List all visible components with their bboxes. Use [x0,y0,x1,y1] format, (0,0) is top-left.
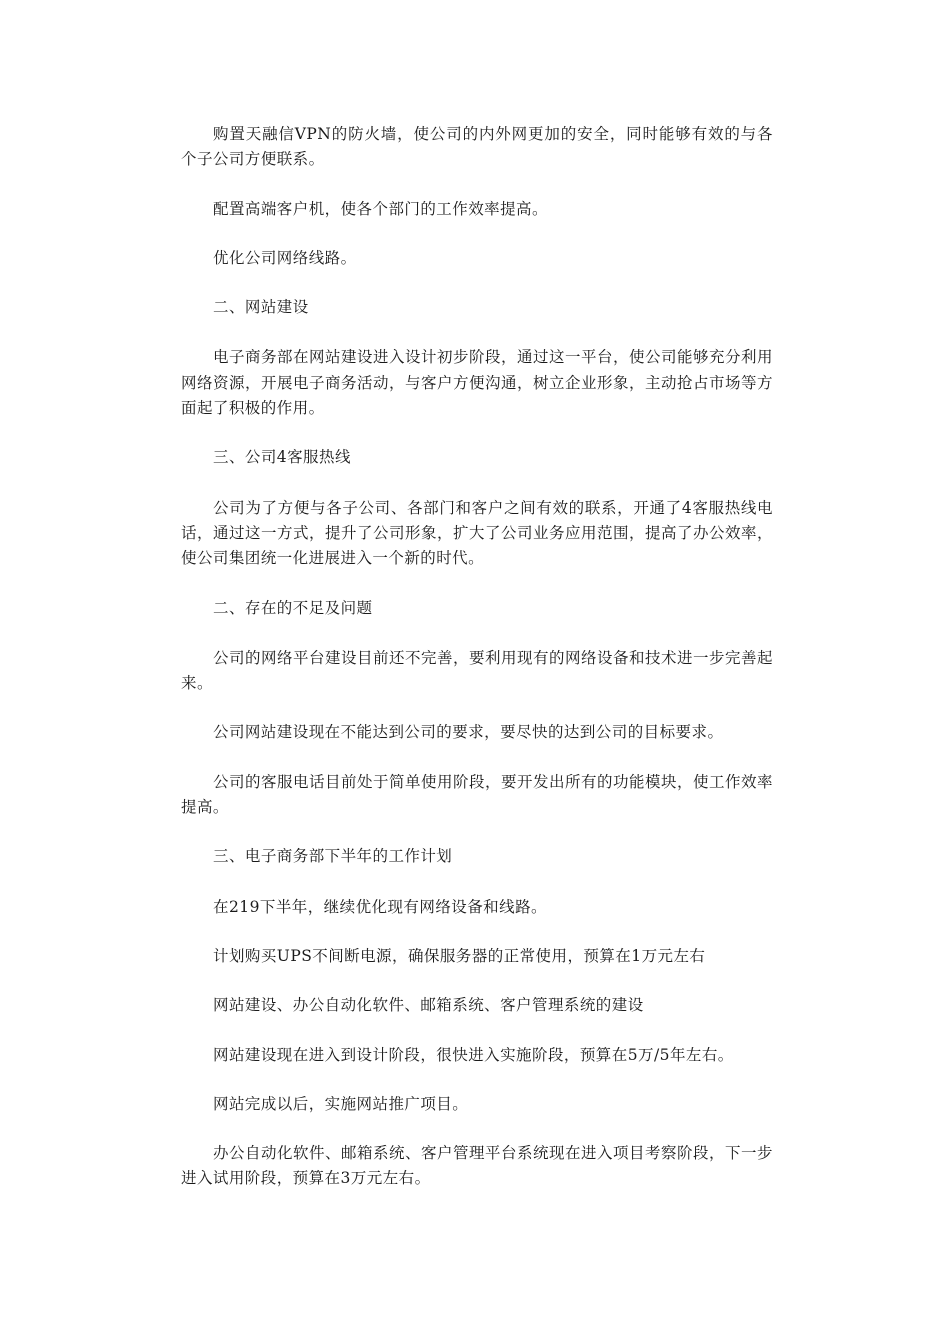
document-body [181,122,773,1216]
paragraph-plan-office-software: 办公自动化软件、邮箱系统、客户管理平台系统现在进入项目考察阶段，下一步进入试用阶段，预算在3万元左右。 [181,1144,773,1188]
paragraph-website-construction: 电子商务部在网站建设进入设计初步阶段，通过这一平台，使公司能够充分利用网络资源，开展电子商务活动，与客户方便沟通，树立企业形象，主动抢占市场等方面起了积极的作用。 [181,348,773,418]
paragraph-plan-website-budget: 网站建设现在进入到设计阶段，很快进入实施阶段，预算在5万/5年左右。 [213,1045,734,1064]
paragraph-plan-promotion: 网站完成以后，实施网站推广项目。 [213,1094,469,1113]
paragraph-network-lines: 优化公司网络线路。 [213,248,357,267]
section-heading-plan: 三、电子商务部下半年的工作计划 [213,847,453,866]
section-heading-website: 二、网站建设 [213,298,309,317]
paragraph-plan-optimize: 在219下半年，继续优化现有网络设备和线路。 [213,897,547,916]
paragraph-plan-systems: 网站建设、办公自动化软件、邮箱系统、客户管理系统的建设 [213,996,644,1015]
paragraph-vpn-firewall: 购置天融信VPN的防火墙，使公司的内外网更加的安全，同时能够有效的与各个子公司方便联系。 [181,125,773,169]
paragraph-problem-platform: 公司的网络平台建设目前还不完善，要利用现有的网络设备和技术进一步完善起来。 [181,648,773,693]
paragraph-problem-website: 公司网站建设现在不能达到公司的要求，要尽快的达到公司的目标要求。 [213,723,724,742]
paragraph-client-machines: 配置高端客户机，使各个部门的工作效率提高。 [213,199,548,218]
paragraph-hotline: 公司为了方便与各子公司、各部门和客户之间有效的联系，开通了4客服热线电话，通过这一方式，提升了公司形象，扩大了公司业务应用范围，提高了办公效率，使公司集团统一化进展进入一个新的时代。 [181,498,773,568]
section-heading-problems: 二、存在的不足及问题 [213,598,373,617]
section-heading-hotline: 三、公司4客服热线 [213,448,351,467]
paragraph-problem-phone: 公司的客服电话目前处于简单使用阶段，要开发出所有的功能模块，使工作效率提高。 [181,772,773,817]
paragraph-plan-ups: 计划购买UPS不间断电源，确保服务器的正常使用，预算在1万元左右 [213,946,706,965]
